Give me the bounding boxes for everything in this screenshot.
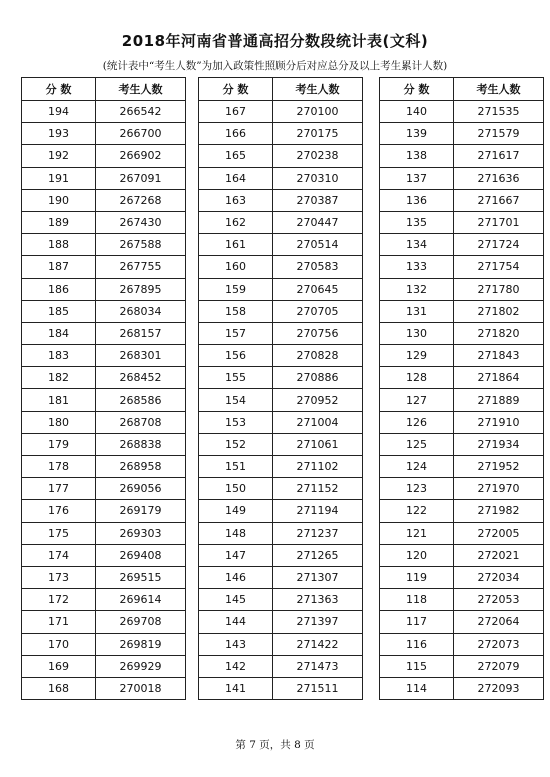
table-row <box>199 123 363 145</box>
examinee-count-cell: 267268 <box>96 189 186 211</box>
score-cell: 116 <box>380 633 454 655</box>
score-column-header: 分 数 <box>199 78 273 101</box>
table-row <box>199 211 363 233</box>
table-row <box>22 500 186 522</box>
score-cell: 193 <box>22 123 96 145</box>
examinee-count-cell: 268586 <box>96 389 186 411</box>
examinee-count-cell: 271970 <box>454 478 544 500</box>
score-cell: 118 <box>380 589 454 611</box>
score-cell: 148 <box>199 522 273 544</box>
examinee-count-cell: 271780 <box>454 278 544 300</box>
examinee-count-cell: 268452 <box>96 367 186 389</box>
score-cell: 121 <box>380 522 454 544</box>
examinee-count-cell: 270447 <box>273 211 363 233</box>
examinee-count-cell: 269614 <box>96 589 186 611</box>
score-cell: 156 <box>199 345 273 367</box>
score-cell: 178 <box>22 456 96 478</box>
score-cell: 146 <box>199 566 273 588</box>
score-cell: 120 <box>380 544 454 566</box>
score-cell: 192 <box>22 145 96 167</box>
score-cell: 114 <box>380 677 454 699</box>
table-row <box>22 211 186 233</box>
examinee-count-cell: 270175 <box>273 123 363 145</box>
examinee-count-cell: 268301 <box>96 345 186 367</box>
examinee-count-cell: 270238 <box>273 145 363 167</box>
score-cell: 169 <box>22 655 96 677</box>
table-row <box>380 367 544 389</box>
examinee-count-cell: 271754 <box>454 256 544 278</box>
score-cell: 174 <box>22 544 96 566</box>
table-row <box>199 522 363 544</box>
score-cell: 143 <box>199 633 273 655</box>
table-body <box>22 101 186 700</box>
table-row <box>380 500 544 522</box>
examinee-count-cell: 271422 <box>273 633 363 655</box>
table-row <box>199 300 363 322</box>
examinee-count-cell: 270705 <box>273 300 363 322</box>
examinee-count-cell: 271982 <box>454 500 544 522</box>
examinee-count-cell: 271265 <box>273 544 363 566</box>
score-cell: 166 <box>199 123 273 145</box>
score-cell: 119 <box>380 566 454 588</box>
examinee-count-cell: 268034 <box>96 300 186 322</box>
score-cell: 183 <box>22 345 96 367</box>
examinee-count-cell: 271910 <box>454 411 544 433</box>
examinee-count-column-header: 考生人数 <box>273 78 363 101</box>
score-cell: 147 <box>199 544 273 566</box>
score-cell: 170 <box>22 633 96 655</box>
table-row <box>22 345 186 367</box>
examinee-count-cell: 266902 <box>96 145 186 167</box>
score-cell: 140 <box>380 101 454 123</box>
examinee-count-column-header: 考生人数 <box>454 78 544 101</box>
table-row <box>22 478 186 500</box>
table-row <box>199 566 363 588</box>
score-cell: 139 <box>380 123 454 145</box>
score-cell: 135 <box>380 211 454 233</box>
table-row <box>199 677 363 699</box>
examinee-count-cell: 271194 <box>273 500 363 522</box>
table-row <box>22 123 186 145</box>
score-cell: 181 <box>22 389 96 411</box>
score-cell: 122 <box>380 500 454 522</box>
examinee-count-cell: 271952 <box>454 456 544 478</box>
examinee-count-cell: 271152 <box>273 478 363 500</box>
score-cell: 123 <box>380 478 454 500</box>
score-cell: 134 <box>380 234 454 256</box>
examinee-count-cell: 272073 <box>454 633 544 655</box>
examinee-count-cell: 269515 <box>96 566 186 588</box>
table-row <box>380 677 544 699</box>
score-cell: 130 <box>380 322 454 344</box>
examinee-count-cell: 269929 <box>96 655 186 677</box>
score-table-2 <box>198 77 363 700</box>
table-row <box>199 589 363 611</box>
examinee-count-cell: 269819 <box>96 633 186 655</box>
examinee-count-cell: 268157 <box>96 322 186 344</box>
examinee-count-cell: 271535 <box>454 101 544 123</box>
table-row <box>22 566 186 588</box>
score-cell: 168 <box>22 677 96 699</box>
score-cell: 189 <box>22 211 96 233</box>
examinee-count-cell: 271636 <box>454 167 544 189</box>
table-row <box>22 677 186 699</box>
examinee-count-cell: 270645 <box>273 278 363 300</box>
table-row <box>22 145 186 167</box>
examinee-count-cell: 271802 <box>454 300 544 322</box>
examinee-count-cell: 271820 <box>454 322 544 344</box>
table-row <box>380 322 544 344</box>
score-cell: 161 <box>199 234 273 256</box>
table-row <box>22 589 186 611</box>
examinee-count-cell: 266700 <box>96 123 186 145</box>
examinee-count-cell: 272079 <box>454 655 544 677</box>
table-row <box>199 456 363 478</box>
score-cell: 158 <box>199 300 273 322</box>
examinee-count-cell: 272053 <box>454 589 544 611</box>
score-cell: 124 <box>380 456 454 478</box>
score-cell: 171 <box>22 611 96 633</box>
table-row <box>22 101 186 123</box>
table-row <box>380 389 544 411</box>
table-row <box>199 389 363 411</box>
examinee-count-cell: 271237 <box>273 522 363 544</box>
table-row <box>199 655 363 677</box>
table-row <box>380 211 544 233</box>
table-row <box>380 411 544 433</box>
table-row <box>22 611 186 633</box>
score-cell: 175 <box>22 522 96 544</box>
table-row <box>380 566 544 588</box>
examinee-count-cell: 271004 <box>273 411 363 433</box>
score-cell: 172 <box>22 589 96 611</box>
examinee-count-cell: 270756 <box>273 322 363 344</box>
score-cell: 188 <box>22 234 96 256</box>
score-column-header: 分 数 <box>22 78 96 101</box>
examinee-count-cell: 269708 <box>96 611 186 633</box>
table-row <box>380 234 544 256</box>
score-cell: 184 <box>22 322 96 344</box>
table-row <box>380 433 544 455</box>
score-cell: 190 <box>22 189 96 211</box>
table-row <box>380 256 544 278</box>
score-cell: 187 <box>22 256 96 278</box>
table-row <box>380 189 544 211</box>
score-cell: 162 <box>199 211 273 233</box>
examinee-count-cell: 268838 <box>96 433 186 455</box>
table-row <box>22 167 186 189</box>
examinee-count-cell: 269179 <box>96 500 186 522</box>
score-cell: 127 <box>380 389 454 411</box>
examinee-count-cell: 267755 <box>96 256 186 278</box>
examinee-count-cell: 269303 <box>96 522 186 544</box>
examinee-count-cell: 270583 <box>273 256 363 278</box>
table-row <box>199 611 363 633</box>
table-header-row <box>22 78 186 101</box>
score-cell: 150 <box>199 478 273 500</box>
examinee-count-cell: 267895 <box>96 278 186 300</box>
score-cell: 141 <box>199 677 273 699</box>
table-body <box>380 101 544 700</box>
table-row <box>199 256 363 278</box>
score-cell: 194 <box>22 101 96 123</box>
examinee-count-cell: 271864 <box>454 367 544 389</box>
examinee-count-cell: 269408 <box>96 544 186 566</box>
examinee-count-cell: 271934 <box>454 433 544 455</box>
table-row <box>199 101 363 123</box>
examinee-count-cell: 270100 <box>273 101 363 123</box>
table-row <box>199 633 363 655</box>
score-table-1 <box>21 77 186 700</box>
table-row <box>199 278 363 300</box>
table-row <box>380 633 544 655</box>
table-row <box>380 278 544 300</box>
score-cell: 164 <box>199 167 273 189</box>
score-cell: 129 <box>380 345 454 367</box>
table-row <box>22 256 186 278</box>
examinee-count-cell: 271102 <box>273 456 363 478</box>
table-row <box>380 167 544 189</box>
table-row <box>380 123 544 145</box>
table-row <box>380 655 544 677</box>
score-cell: 137 <box>380 167 454 189</box>
table-row <box>22 522 186 544</box>
examinee-count-cell: 271511 <box>273 677 363 699</box>
table-row <box>22 278 186 300</box>
page-number: 第 7 页，共 8 页 <box>235 739 315 751</box>
examinee-count-cell: 270310 <box>273 167 363 189</box>
table-row <box>199 544 363 566</box>
examinee-count-cell: 271617 <box>454 145 544 167</box>
score-cell: 180 <box>22 411 96 433</box>
score-cell: 153 <box>199 411 273 433</box>
score-cell: 132 <box>380 278 454 300</box>
examinee-count-cell: 271061 <box>273 433 363 455</box>
table-row <box>22 189 186 211</box>
table-header-row <box>199 78 363 101</box>
score-cell: 157 <box>199 322 273 344</box>
examinee-count-cell: 271363 <box>273 589 363 611</box>
examinee-count-cell: 270828 <box>273 345 363 367</box>
table-row <box>22 300 186 322</box>
score-cell: 173 <box>22 566 96 588</box>
table-row <box>380 145 544 167</box>
score-cell: 138 <box>380 145 454 167</box>
table-row <box>199 478 363 500</box>
table-row <box>199 500 363 522</box>
score-cell: 176 <box>22 500 96 522</box>
examinee-count-cell: 270886 <box>273 367 363 389</box>
examinee-count-cell: 266542 <box>96 101 186 123</box>
score-cell: 160 <box>199 256 273 278</box>
table-row <box>380 544 544 566</box>
table-row <box>22 655 186 677</box>
page-title: 2018年河南省普通高招分数段统计表(文科) <box>121 32 429 50</box>
examinee-count-cell: 272005 <box>454 522 544 544</box>
table-row <box>380 478 544 500</box>
table-row <box>199 234 363 256</box>
table-note: (统计表中“考生人数”为加入政策性照顾分后对应总分及以上考生累计人数) <box>102 60 448 72</box>
examinee-count-cell: 267588 <box>96 234 186 256</box>
score-cell: 186 <box>22 278 96 300</box>
table-row <box>380 522 544 544</box>
score-cell: 182 <box>22 367 96 389</box>
table-row <box>199 411 363 433</box>
examinee-count-cell: 272034 <box>454 566 544 588</box>
table-row <box>22 411 186 433</box>
examinee-count-cell: 271843 <box>454 345 544 367</box>
examinee-count-cell: 267430 <box>96 211 186 233</box>
score-cell: 152 <box>199 433 273 455</box>
examinee-count-cell: 272064 <box>454 611 544 633</box>
table-header-row <box>380 78 544 101</box>
score-cell: 159 <box>199 278 273 300</box>
table-row <box>199 145 363 167</box>
score-cell: 177 <box>22 478 96 500</box>
score-cell: 128 <box>380 367 454 389</box>
examinee-count-cell: 270514 <box>273 234 363 256</box>
examinee-count-cell: 269056 <box>96 478 186 500</box>
table-row <box>199 433 363 455</box>
score-cell: 185 <box>22 300 96 322</box>
score-cell: 142 <box>199 655 273 677</box>
score-cell: 125 <box>380 433 454 455</box>
score-cell: 145 <box>199 589 273 611</box>
score-cell: 144 <box>199 611 273 633</box>
table-row <box>22 544 186 566</box>
table-row <box>380 611 544 633</box>
score-cell: 167 <box>199 101 273 123</box>
score-cell: 131 <box>380 300 454 322</box>
score-cell: 117 <box>380 611 454 633</box>
table-row <box>22 234 186 256</box>
examinee-count-cell: 271397 <box>273 611 363 633</box>
table-row <box>380 345 544 367</box>
examinee-count-cell: 270952 <box>273 389 363 411</box>
examinee-count-cell: 272021 <box>454 544 544 566</box>
score-cell: 191 <box>22 167 96 189</box>
table-row <box>22 389 186 411</box>
table-row <box>22 322 186 344</box>
score-cell: 136 <box>380 189 454 211</box>
examinee-count-cell: 271701 <box>454 211 544 233</box>
examinee-count-cell: 268708 <box>96 411 186 433</box>
examinee-count-cell: 268958 <box>96 456 186 478</box>
score-column-header: 分 数 <box>380 78 454 101</box>
table-row <box>380 589 544 611</box>
examinee-count-cell: 270018 <box>96 677 186 699</box>
score-cell: 163 <box>199 189 273 211</box>
table-row <box>380 300 544 322</box>
table-row <box>22 367 186 389</box>
table-body <box>199 101 363 700</box>
examinee-count-cell: 271473 <box>273 655 363 677</box>
score-cell: 154 <box>199 389 273 411</box>
examinee-count-cell: 271307 <box>273 566 363 588</box>
score-cell: 165 <box>199 145 273 167</box>
table-row <box>22 456 186 478</box>
table-row <box>380 456 544 478</box>
examinee-count-cell: 271667 <box>454 189 544 211</box>
score-cell: 126 <box>380 411 454 433</box>
table-row <box>199 345 363 367</box>
table-row <box>22 433 186 455</box>
score-cell: 151 <box>199 456 273 478</box>
table-row <box>199 167 363 189</box>
table-row <box>22 633 186 655</box>
examinee-count-cell: 270387 <box>273 189 363 211</box>
examinee-count-cell: 271889 <box>454 389 544 411</box>
examinee-count-column-header: 考生人数 <box>96 78 186 101</box>
table-row <box>199 189 363 211</box>
table-row <box>199 322 363 344</box>
examinee-count-cell: 271579 <box>454 123 544 145</box>
examinee-count-cell: 267091 <box>96 167 186 189</box>
examinee-count-cell: 271724 <box>454 234 544 256</box>
table-row <box>199 367 363 389</box>
score-cell: 179 <box>22 433 96 455</box>
score-table-3 <box>379 77 544 700</box>
score-cell: 115 <box>380 655 454 677</box>
examinee-count-cell: 272093 <box>454 677 544 699</box>
table-row <box>380 101 544 123</box>
score-cell: 133 <box>380 256 454 278</box>
score-cell: 155 <box>199 367 273 389</box>
score-cell: 149 <box>199 500 273 522</box>
